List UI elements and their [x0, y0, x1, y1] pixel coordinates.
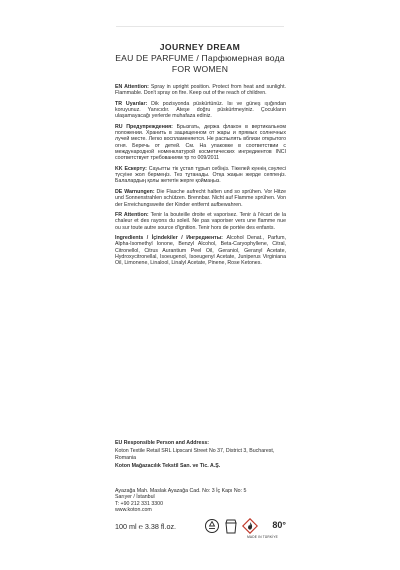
- footer: [115, 488, 286, 539]
- volume: 100 ml ℮ 3.38 fl.oz.: [115, 522, 177, 531]
- product-title: JOURNEY DREAM: [159, 42, 241, 52]
- warnings-panel: [115, 84, 286, 271]
- warning-fr: FR Attention: Tenir la bouteille droite et vaporisez. Tenir à l'écart de la chaleur et des rayons du soleil. Ne pas vaporiser vers une flamme nue ou sur toute autre source d'ignition. Tenir hors de portée des enfants.: [115, 211, 287, 231]
- warning-de: DE Warnungen: Die Flasche aufrecht halten und so sprühen. Vor Hitze und Sonnenstrahlen schützen. Brennbar. Nicht auf Flamme sprühen. Von der Erreichungsweite der Kinder entfernt aufbewahren.: [115, 188, 286, 208]
- koton-address-line1: Ayazağa Mah. Maslak Ayazağa Cad. No: 3 İç Kapı No: 5: [115, 488, 247, 494]
- made-in: MADE IN TÜRKİYE: [247, 535, 278, 539]
- product-type: EAU DE PARFUME / Парфюмерная вода: [115, 53, 285, 63]
- warning-ru: RU Предупреждения: Брызгать, держа флакон в вертикальном положении. Хранить в защищенном от жары и прямых солнечных лучей месте. Легко воспламеняется. Не распылять вблизи открытого огня. Беречь от детей. См. На упаковке в соответствии с международной номенклатурой косметических ингредиентов INCI соответствует требованиям тр то 009/2011: [115, 123, 286, 162]
- temperature-label: 80°: [272, 520, 286, 530]
- warning-kk: KK Ескерту: Сауытты тік ұстап тұрып себіңіз. Тікелей күннің сәулесі түсуіне жол бермеңіз. Тез тұтанады. Отқа жақын жерде сеппеңіз. Балалардың қолы жететін жерге қоймаңыз.: [115, 165, 286, 185]
- phone-number: T: +90 212 331 3300: [115, 500, 164, 507]
- eu-address: Koton Textile Retail SRL Lipscani Street No 37, District 3, Bucharest, Romania: [115, 448, 275, 461]
- recycle-icon: [204, 518, 220, 534]
- koton-address-line2: Sarıyer / İstanbul: [115, 494, 155, 501]
- company-info: [115, 440, 286, 470]
- warning-tr: TR Uyarılar: Dik pozisyonda püskürtünüz. Isı ve güneş ışığından koruyunuz. Yanıcıdır. Ateşe doğru püskürtmeyiniz. Çocukların ulaşamayacağı yerlerde muhafaza ediniz.: [115, 100, 287, 120]
- symbols-row: [204, 518, 286, 540]
- top-divider: [116, 26, 284, 27]
- contact-block: [115, 488, 246, 514]
- eu-label: EU Responsible Person and Address:: [115, 440, 210, 446]
- product-audience: FOR WOMEN: [171, 64, 229, 74]
- ingredients: Ingredients / İçindekiler / Ингредиенты: Alcohol Denat., Parfum, Alpha-Isomethyl Ionone, Benzyl Alcohol, Beta-Caryophyllene, Citral, Citronellol, Citrus Aurantium Peel Oil, Geraniol, Geranyl Acetate, Hydroxycitronellal, Isoeugenol, Isoeugenyl Acetate, Juniperus Virginiana Oil, Limonene, Linalool, Linalyl Acetate, Pinene, Rose Ketones.: [115, 235, 286, 267]
- pao-jar-icon: [224, 518, 238, 534]
- koton-label: Koton Mağazacılık Tekstil San. ve Tic. A.Ş.: [115, 463, 221, 470]
- website: www.koton.com: [115, 507, 152, 514]
- flame-hazard-icon: [242, 518, 258, 534]
- warning-en: EN Attention: Spray in upright position. Protect from heat and sunlight. Flammable. Don't spray on fire. Keep out of the reach of children.: [115, 84, 286, 97]
- product-header: [0, 42, 400, 75]
